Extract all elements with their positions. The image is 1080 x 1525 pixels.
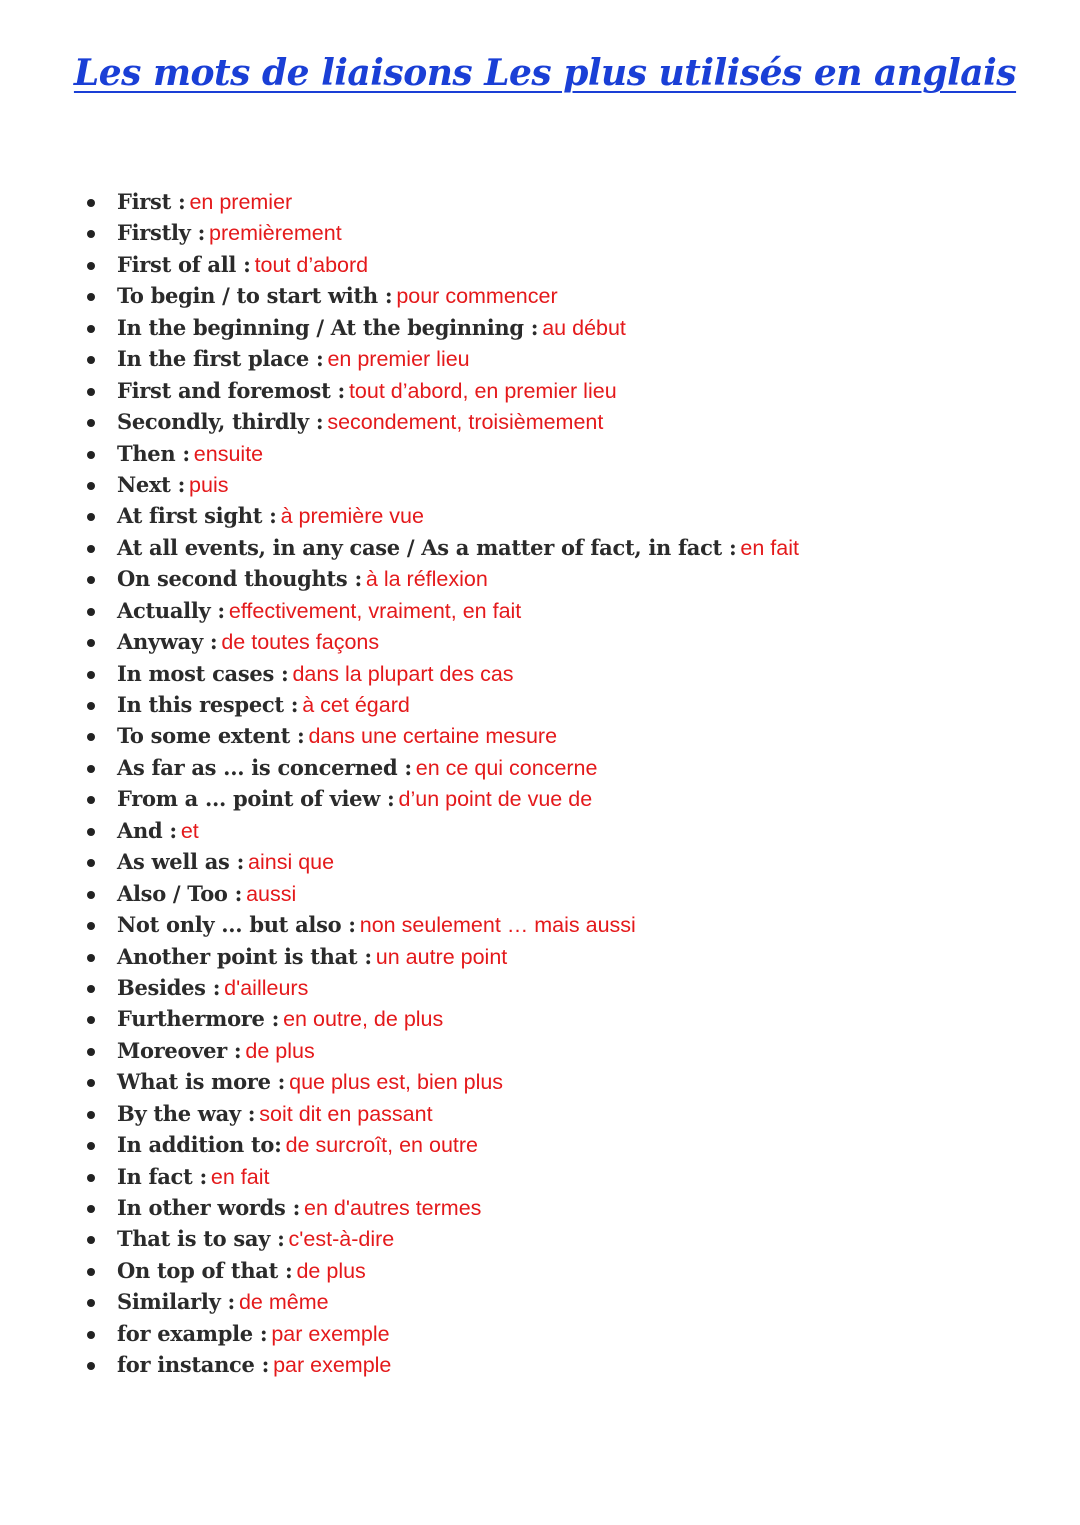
bullet-icon	[87, 1236, 95, 1244]
english-term: Furthermore :	[117, 1006, 280, 1032]
bullet-icon	[87, 262, 95, 270]
french-translation: à la réflexion	[365, 567, 488, 592]
french-translation: en fait	[210, 1164, 270, 1189]
list-item	[0, 909, 799, 940]
english-term: Actually :	[117, 597, 225, 623]
bullet-icon	[87, 1048, 95, 1056]
list-item	[0, 406, 799, 437]
bullet-icon	[87, 230, 95, 238]
english-term: In the beginning / At the beginning :	[117, 314, 539, 340]
french-translation: et	[180, 818, 199, 843]
list-item	[0, 343, 799, 374]
french-translation: tout d’abord	[254, 252, 369, 277]
list-item	[0, 469, 799, 500]
english-term: On top of that :	[117, 1257, 293, 1283]
list-item	[0, 1003, 799, 1034]
english-term: First and foremost :	[117, 377, 345, 403]
bullet-icon	[87, 513, 95, 521]
english-term: Firstly :	[117, 220, 206, 246]
french-translation: de même	[238, 1290, 329, 1315]
english-term: And :	[117, 817, 177, 843]
list-item	[0, 658, 799, 689]
list-item	[0, 972, 799, 1003]
french-translation: par exemple	[273, 1353, 392, 1378]
bullet-icon	[87, 1268, 95, 1276]
list-item	[0, 1192, 799, 1223]
bullet-icon	[87, 1205, 95, 1213]
list-item	[0, 1255, 799, 1286]
french-translation: ainsi que	[248, 850, 335, 875]
list-item	[0, 563, 799, 594]
bullet-icon	[87, 954, 95, 962]
list-item	[0, 186, 799, 217]
bullet-icon	[87, 325, 95, 333]
english-term: At all events, in any case / As a matter of fact, in fact :	[117, 534, 737, 560]
bullet-icon	[87, 576, 95, 584]
english-term: To begin / to start with :	[117, 283, 393, 309]
bullet-icon	[87, 293, 95, 301]
list-item	[0, 1098, 799, 1129]
bullet-icon	[87, 828, 95, 836]
list-item	[0, 1129, 799, 1160]
french-translation: à cet égard	[302, 693, 410, 717]
list-item	[0, 500, 799, 531]
bullet-icon	[87, 765, 95, 773]
bullet-icon	[87, 388, 95, 396]
french-translation: premièrement	[209, 221, 342, 246]
french-translation: en ce qui concerne	[415, 755, 598, 780]
list-item	[0, 720, 799, 751]
french-translation: en premier	[189, 190, 293, 214]
list-item	[0, 941, 799, 972]
english-term: for example :	[117, 1320, 268, 1346]
list-item	[0, 689, 799, 720]
bullet-icon	[87, 199, 95, 207]
bullet-icon	[87, 733, 95, 741]
bullet-icon	[87, 671, 95, 679]
bullet-icon	[87, 1016, 95, 1024]
english-term: First of all :	[117, 251, 251, 277]
list-item	[0, 595, 799, 626]
bullet-icon	[87, 1299, 95, 1307]
french-translation: c'est-à-dire	[288, 1227, 395, 1252]
french-translation: effectivement, vraiment, en fait	[228, 598, 522, 623]
english-term: for instance :	[117, 1352, 270, 1378]
english-term: In the first place :	[117, 346, 324, 372]
list-item	[0, 846, 799, 877]
english-term: Next :	[117, 471, 186, 497]
english-term: By the way :	[117, 1100, 256, 1126]
bullet-icon	[87, 545, 95, 553]
french-translation: aussi	[246, 881, 297, 906]
list-item	[0, 217, 799, 248]
english-term: Moreover :	[117, 1037, 242, 1063]
french-translation: en d'autres termes	[304, 1196, 482, 1220]
page-title: Les mots de liaisons Les plus utilisés en anglais	[73, 52, 1017, 94]
list-item	[0, 1066, 799, 1097]
english-term: What is more :	[117, 1069, 286, 1095]
english-term: In fact :	[117, 1163, 207, 1189]
bullet-icon	[87, 796, 95, 804]
english-term: That is to say :	[117, 1226, 285, 1252]
english-term: At first sight :	[117, 503, 277, 529]
french-translation: pour commencer	[396, 284, 558, 309]
english-term: From a ... point of view :	[117, 786, 395, 812]
english-term: Another point is that :	[117, 943, 372, 969]
list-item	[0, 752, 799, 783]
list-item	[0, 815, 799, 846]
list-item	[0, 249, 799, 280]
english-term: Then :	[117, 440, 190, 466]
english-term: Not only ... but also :	[117, 912, 356, 938]
bullet-icon	[87, 922, 95, 930]
english-term: In this respect :	[117, 692, 299, 717]
french-translation: par exemple	[271, 1321, 390, 1346]
french-translation: tout d’abord, en premier lieu	[348, 378, 617, 403]
list-item	[0, 532, 799, 563]
french-translation: non seulement … mais aussi	[359, 913, 636, 938]
bullet-icon	[87, 1331, 95, 1339]
list-item	[0, 1223, 799, 1254]
english-term: Also / Too :	[117, 880, 243, 906]
list-item	[0, 1035, 799, 1066]
list-item	[0, 1349, 799, 1380]
list-item	[0, 312, 799, 343]
english-term: Secondly, thirdly :	[117, 409, 324, 435]
english-term: Besides :	[117, 974, 221, 1000]
french-translation: dans une certaine mesure	[308, 724, 558, 749]
english-term: In other words :	[117, 1195, 301, 1220]
french-translation: un autre point	[375, 944, 508, 969]
bullet-icon	[87, 451, 95, 459]
bullet-icon	[87, 1111, 95, 1119]
french-translation: en premier lieu	[327, 347, 470, 372]
bullet-icon	[87, 1174, 95, 1182]
english-term: On second thoughts :	[117, 566, 362, 592]
english-term: To some extent :	[117, 723, 305, 749]
english-term: In most cases :	[117, 660, 289, 686]
list-item	[0, 783, 799, 814]
bullet-icon	[87, 482, 95, 490]
english-term: As well as :	[117, 849, 245, 875]
list-item	[0, 375, 799, 406]
english-term: As far as ... is concerned :	[117, 754, 412, 780]
bullet-icon	[87, 891, 95, 899]
french-translation: à première vue	[280, 504, 424, 529]
french-translation: puis	[189, 472, 229, 497]
list-item	[0, 1161, 799, 1192]
bullet-icon	[87, 419, 95, 427]
french-translation: en outre, de plus	[283, 1007, 444, 1032]
french-translation: que plus est, bien plus	[289, 1070, 504, 1095]
french-translation: au début	[542, 315, 626, 340]
bullet-icon	[87, 1079, 95, 1087]
bullet-icon	[87, 859, 95, 867]
english-term: First :	[117, 189, 186, 214]
list-item	[0, 438, 799, 469]
english-term: Similarly :	[117, 1289, 235, 1315]
french-translation: de toutes façons	[221, 630, 380, 655]
bullet-icon	[87, 639, 95, 647]
french-translation: de surcroît, en outre	[285, 1133, 478, 1158]
bullet-icon	[87, 1142, 95, 1150]
french-translation: ensuite	[193, 441, 264, 466]
french-translation: de plus	[296, 1258, 366, 1283]
bullet-icon	[87, 985, 95, 993]
english-term: In addition to:	[117, 1132, 282, 1158]
bullet-icon	[87, 356, 95, 364]
french-translation: dans la plupart des cas	[292, 661, 514, 686]
french-translation: en fait	[740, 535, 799, 560]
english-term: Anyway :	[117, 629, 218, 655]
linking-words-list	[0, 186, 799, 1381]
bullet-icon	[87, 1362, 95, 1370]
list-item	[0, 878, 799, 909]
list-item	[0, 626, 799, 657]
french-translation: de plus	[245, 1038, 315, 1063]
french-translation: soit dit en passant	[259, 1101, 433, 1126]
french-translation: d'ailleurs	[224, 975, 309, 1000]
bullet-icon	[87, 608, 95, 616]
list-item	[0, 1318, 799, 1349]
list-item	[0, 1286, 799, 1317]
french-translation: d’un point de vue de	[398, 787, 593, 812]
list-item	[0, 280, 799, 311]
bullet-icon	[87, 702, 95, 710]
french-translation: secondement, troisièmement	[327, 410, 604, 435]
